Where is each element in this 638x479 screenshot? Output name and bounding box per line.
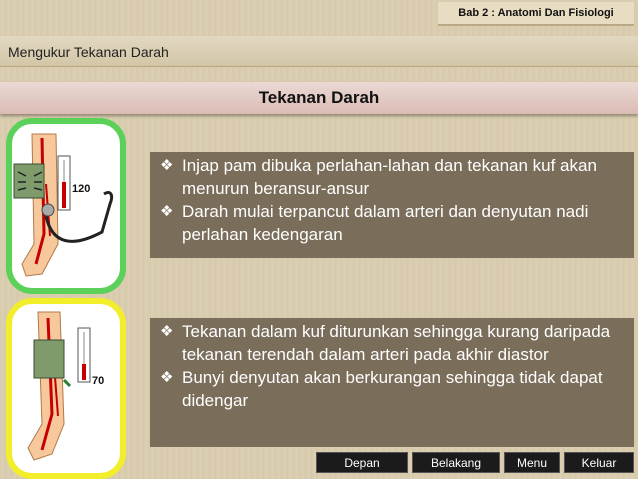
diamond-bullet-icon: ❖ <box>160 203 174 220</box>
nav-belakang-button[interactable] <box>412 452 500 473</box>
illustration-frame-1 <box>6 118 126 294</box>
nav-depan-label: Depan <box>344 455 380 470</box>
bullet-item <box>160 200 628 246</box>
info-panel-2 <box>150 318 634 447</box>
nav-keluar-button[interactable] <box>564 452 634 473</box>
info-panel-1 <box>150 152 634 258</box>
bullet-item <box>160 154 628 200</box>
arm-cuff-illustration-1 <box>12 124 120 288</box>
nav-belakang-label: Belakang <box>430 455 482 470</box>
nav-menu-label: Menu <box>516 455 548 470</box>
arm-cuff-illustration-2 <box>12 304 120 473</box>
bullet-item <box>160 366 628 412</box>
chapter-header <box>438 2 634 26</box>
gauge-reading-1: 120 <box>72 183 91 195</box>
bullet-text: Tekanan dalam kuf diturunkan sehingga kurang daripada tekanan terendah dalam arteri pada akhir diastor <box>182 322 611 364</box>
bullet-text: Bunyi denyutan akan berkurangan sehingga tidak dapat didengar <box>182 368 603 410</box>
illustration-frame-2 <box>6 298 126 479</box>
chapter-label: Bab 2 : Anatomi Dan Fisiologi <box>458 7 614 19</box>
topic-title: Mengukur Tekanan Darah <box>8 44 169 60</box>
diamond-bullet-icon: ❖ <box>160 369 174 386</box>
nav-menu-button[interactable] <box>504 452 560 473</box>
slide-title-band <box>0 82 638 114</box>
gauge-reading-2: 70 <box>92 375 105 387</box>
nav-depan-button[interactable] <box>316 452 408 473</box>
diamond-bullet-icon: ❖ <box>160 323 174 340</box>
bullet-text: Darah mulai terpancut dalam arteri dan denyutan nadi perlahan kedengaran <box>182 202 589 244</box>
bullet-item <box>160 320 628 366</box>
topic-bar <box>0 36 638 67</box>
slide-title: Tekanan Darah <box>258 88 380 107</box>
nav-keluar-label: Keluar <box>581 455 617 470</box>
bullet-text: Injap pam dibuka perlahan-lahan dan tekanan kuf akan menurun beransur-ansur <box>182 156 597 198</box>
diamond-bullet-icon: ❖ <box>160 157 174 174</box>
